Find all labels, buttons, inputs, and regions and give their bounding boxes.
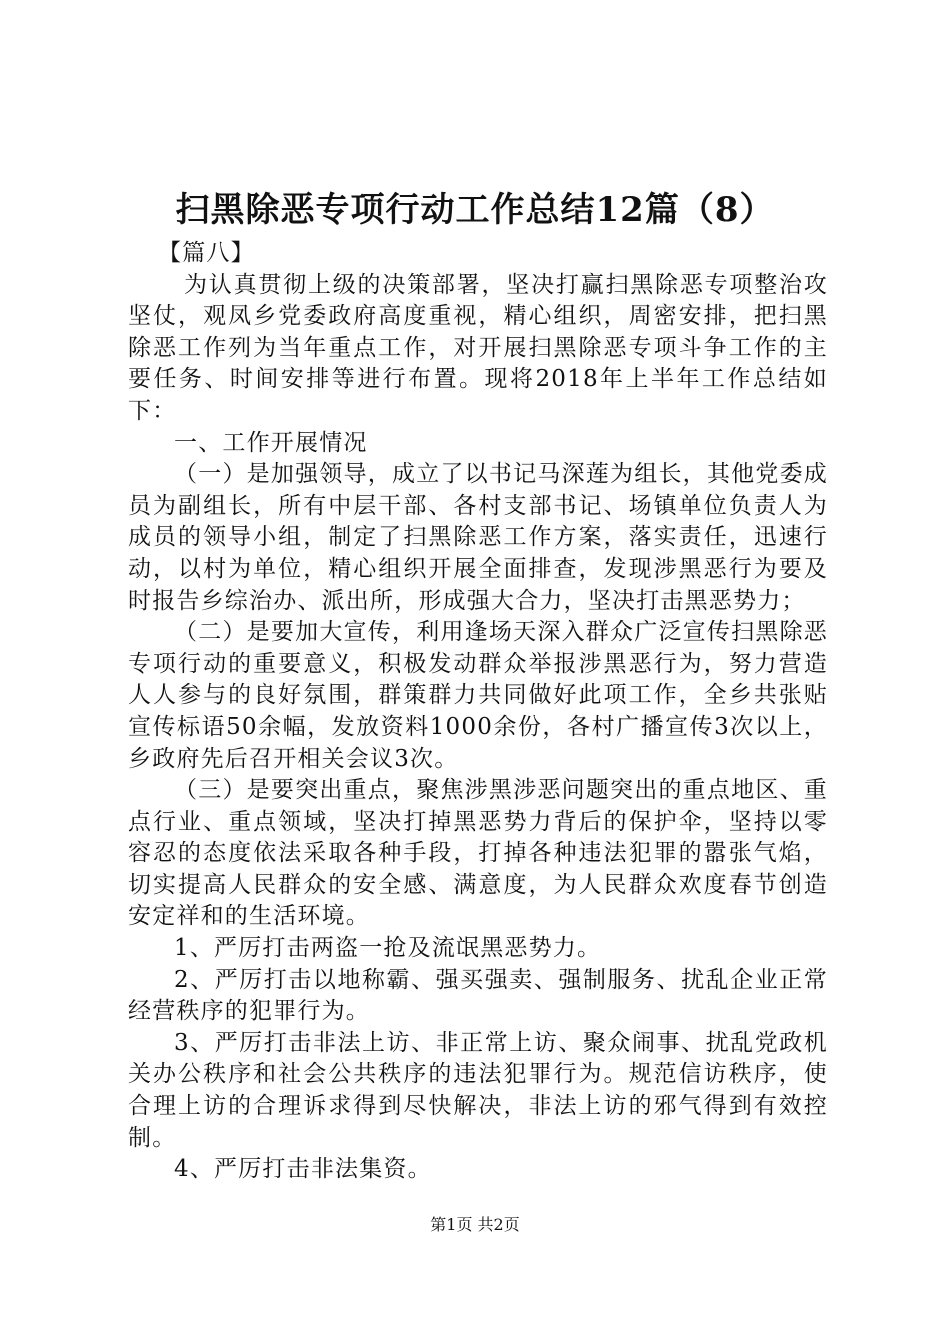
section-label: 【篇八】 <box>158 240 255 266</box>
document-body <box>128 238 828 1186</box>
paragraph: （一）是加强领导，成立了以书记马深莲为组长，其他党委成员为副组长，所有中层干部、各村支部书记、场镇单位负责人为成员的领导小组，制定了扫黑除恶工作方案，落实责任，迅速行动，以村为单位，精心组织开展全面排查，发现涉黑恶行为要及时报告乡综治办、派出所，形成强大合力，坚决打击黑恶势力； <box>128 461 828 614</box>
list-item: 1、严厉打击两盗一抢及流氓黑恶势力。 <box>174 935 602 962</box>
paragraph: 为认真贯彻上级的决策部署，坚决打赢扫黑除恶专项整治攻坚仗，观凤乡党委政府高度重视，精心组织，周密安排，把扫黑除恶工作列为当年重点工作，对开展扫黑除恶专项斗争工作的主要任务、时间安排等进行布置。现将2018年上半年工作总结如下： <box>128 271 828 424</box>
list-item: 4、严厉打击非法集资。 <box>174 1156 432 1183</box>
page-footer: 第1页 共2页 <box>430 1215 520 1234</box>
section-heading: 一、工作开展情况 <box>174 429 368 456</box>
document-title: 扫黑除恶专项行动工作总结12篇（8） <box>175 190 775 230</box>
paragraph: （三）是要突出重点，聚焦涉黑涉恶问题突出的重点地区、重点行业、重点领域，坚决打掉黑恶势力背后的保护伞，坚持以零容忍的态度依法采取各种手段，打掉各种违法犯罪的嚣张气焰，切实提高人民群众的安全感、满意度，为人民群众欢度春节创造安定祥和的生活环境。 <box>128 777 828 930</box>
list-item: 3、严厉打击非法上访、非正常上访、聚众闹事、扰乱党政机关办公秩序和社会公共秩序的违法犯罪行为。规范信访秩序，使合理上访的合理诉求得到尽快解决，非法上访的邪气得到有效控制。 <box>128 1029 828 1151</box>
list-item: 2、严厉打击以地称霸、强买强卖、强制服务、扰乱企业正常经营秩序的犯罪行为。 <box>128 966 828 1025</box>
paragraph: （二）是要加大宣传，利用逢场天深入群众广泛宣传扫黑除恶专项行动的重要意义，积极发动群众举报涉黑恶行为，努力营造人人参与的良好氛围，群策群力共同做好此项工作，全乡共张贴宣传标语50余幅，发放资料1000余份，各村广播宣传3次以上，乡政府先后召开相关会议3次。 <box>128 619 828 772</box>
